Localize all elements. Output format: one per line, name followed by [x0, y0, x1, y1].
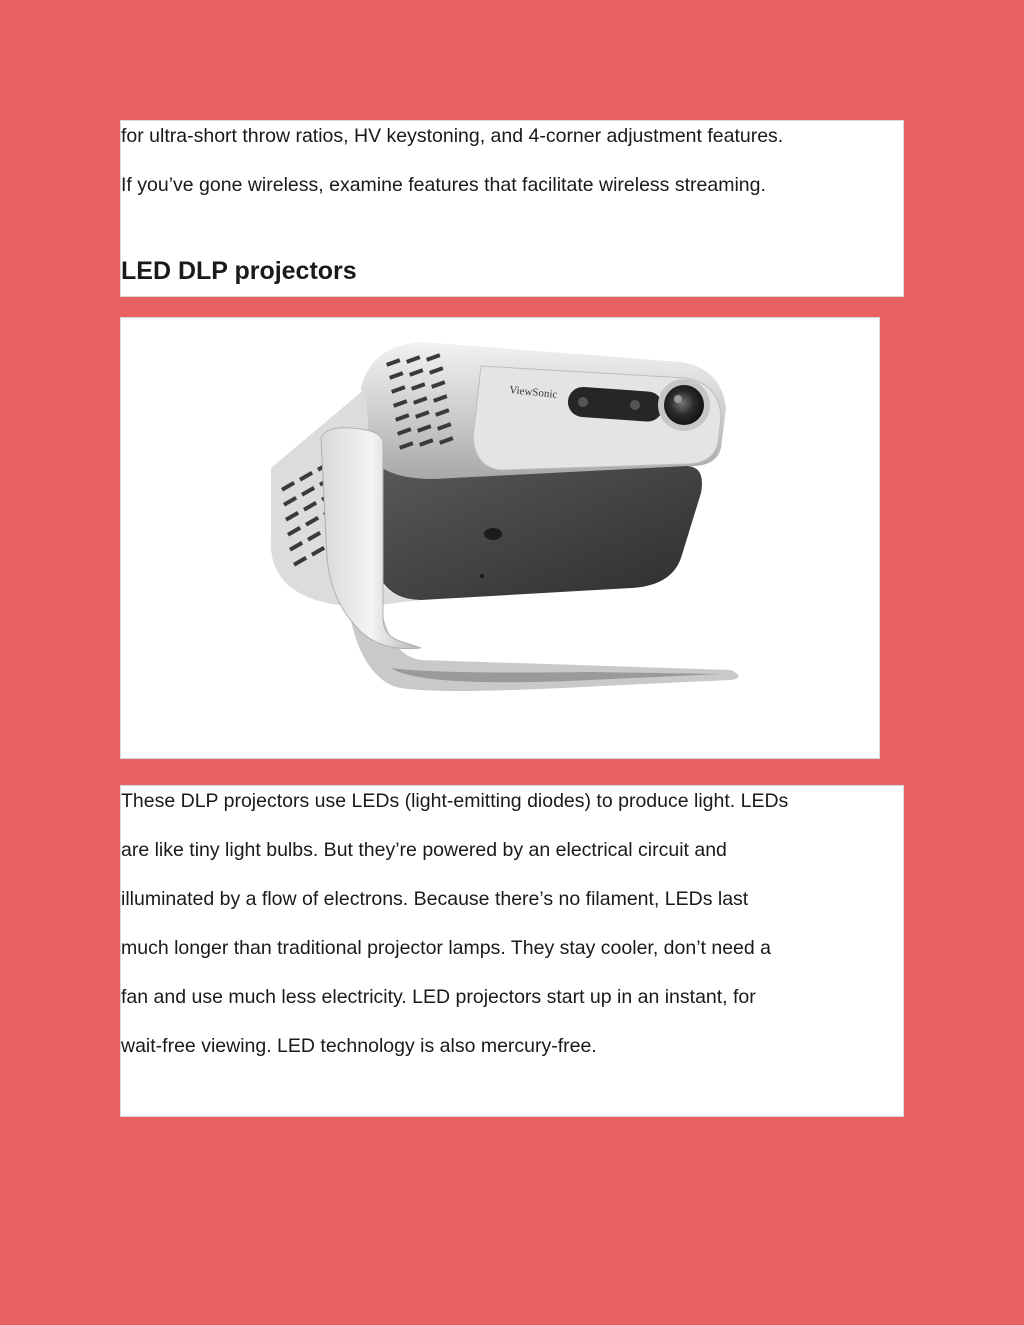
- product-image-card: [120, 317, 880, 759]
- description-line: These DLP projectors use LEDs (light-emitting diodes) to produce light. LEDs: [121, 790, 789, 812]
- description-line: fan and use much less electricity. LED projectors start up in an instant, for: [121, 986, 756, 1008]
- projector-image: [121, 318, 879, 758]
- description-paragraph: [121, 789, 788, 1083]
- section-heading: LED DLP projectors: [121, 257, 357, 285]
- description-line: wait-free viewing. LED technology is also mercury-free.: [121, 1035, 597, 1057]
- indicator-dot: [480, 574, 484, 578]
- description-card: [120, 785, 904, 1117]
- description-line: are like tiny light bulbs. But they’re powered by an electrical circuit and: [121, 839, 727, 861]
- description-line: much longer than traditional projector lamps. They stay cooler, don’t need a: [121, 937, 772, 959]
- intro-paragraph-2: If you’ve gone wireless, examine features that facilitate wireless streaming.: [121, 174, 766, 196]
- brand-logo-text: ViewSonic: [508, 384, 558, 402]
- intro-card: [120, 120, 904, 297]
- intro-paragraph-1: for ultra-short throw ratios, HV keystoning, and 4-corner adjustment features.: [121, 125, 784, 147]
- description-line: illuminated by a flow of electrons. Because there’s no filament, LEDs last: [121, 888, 749, 910]
- mount-hole: [484, 528, 502, 540]
